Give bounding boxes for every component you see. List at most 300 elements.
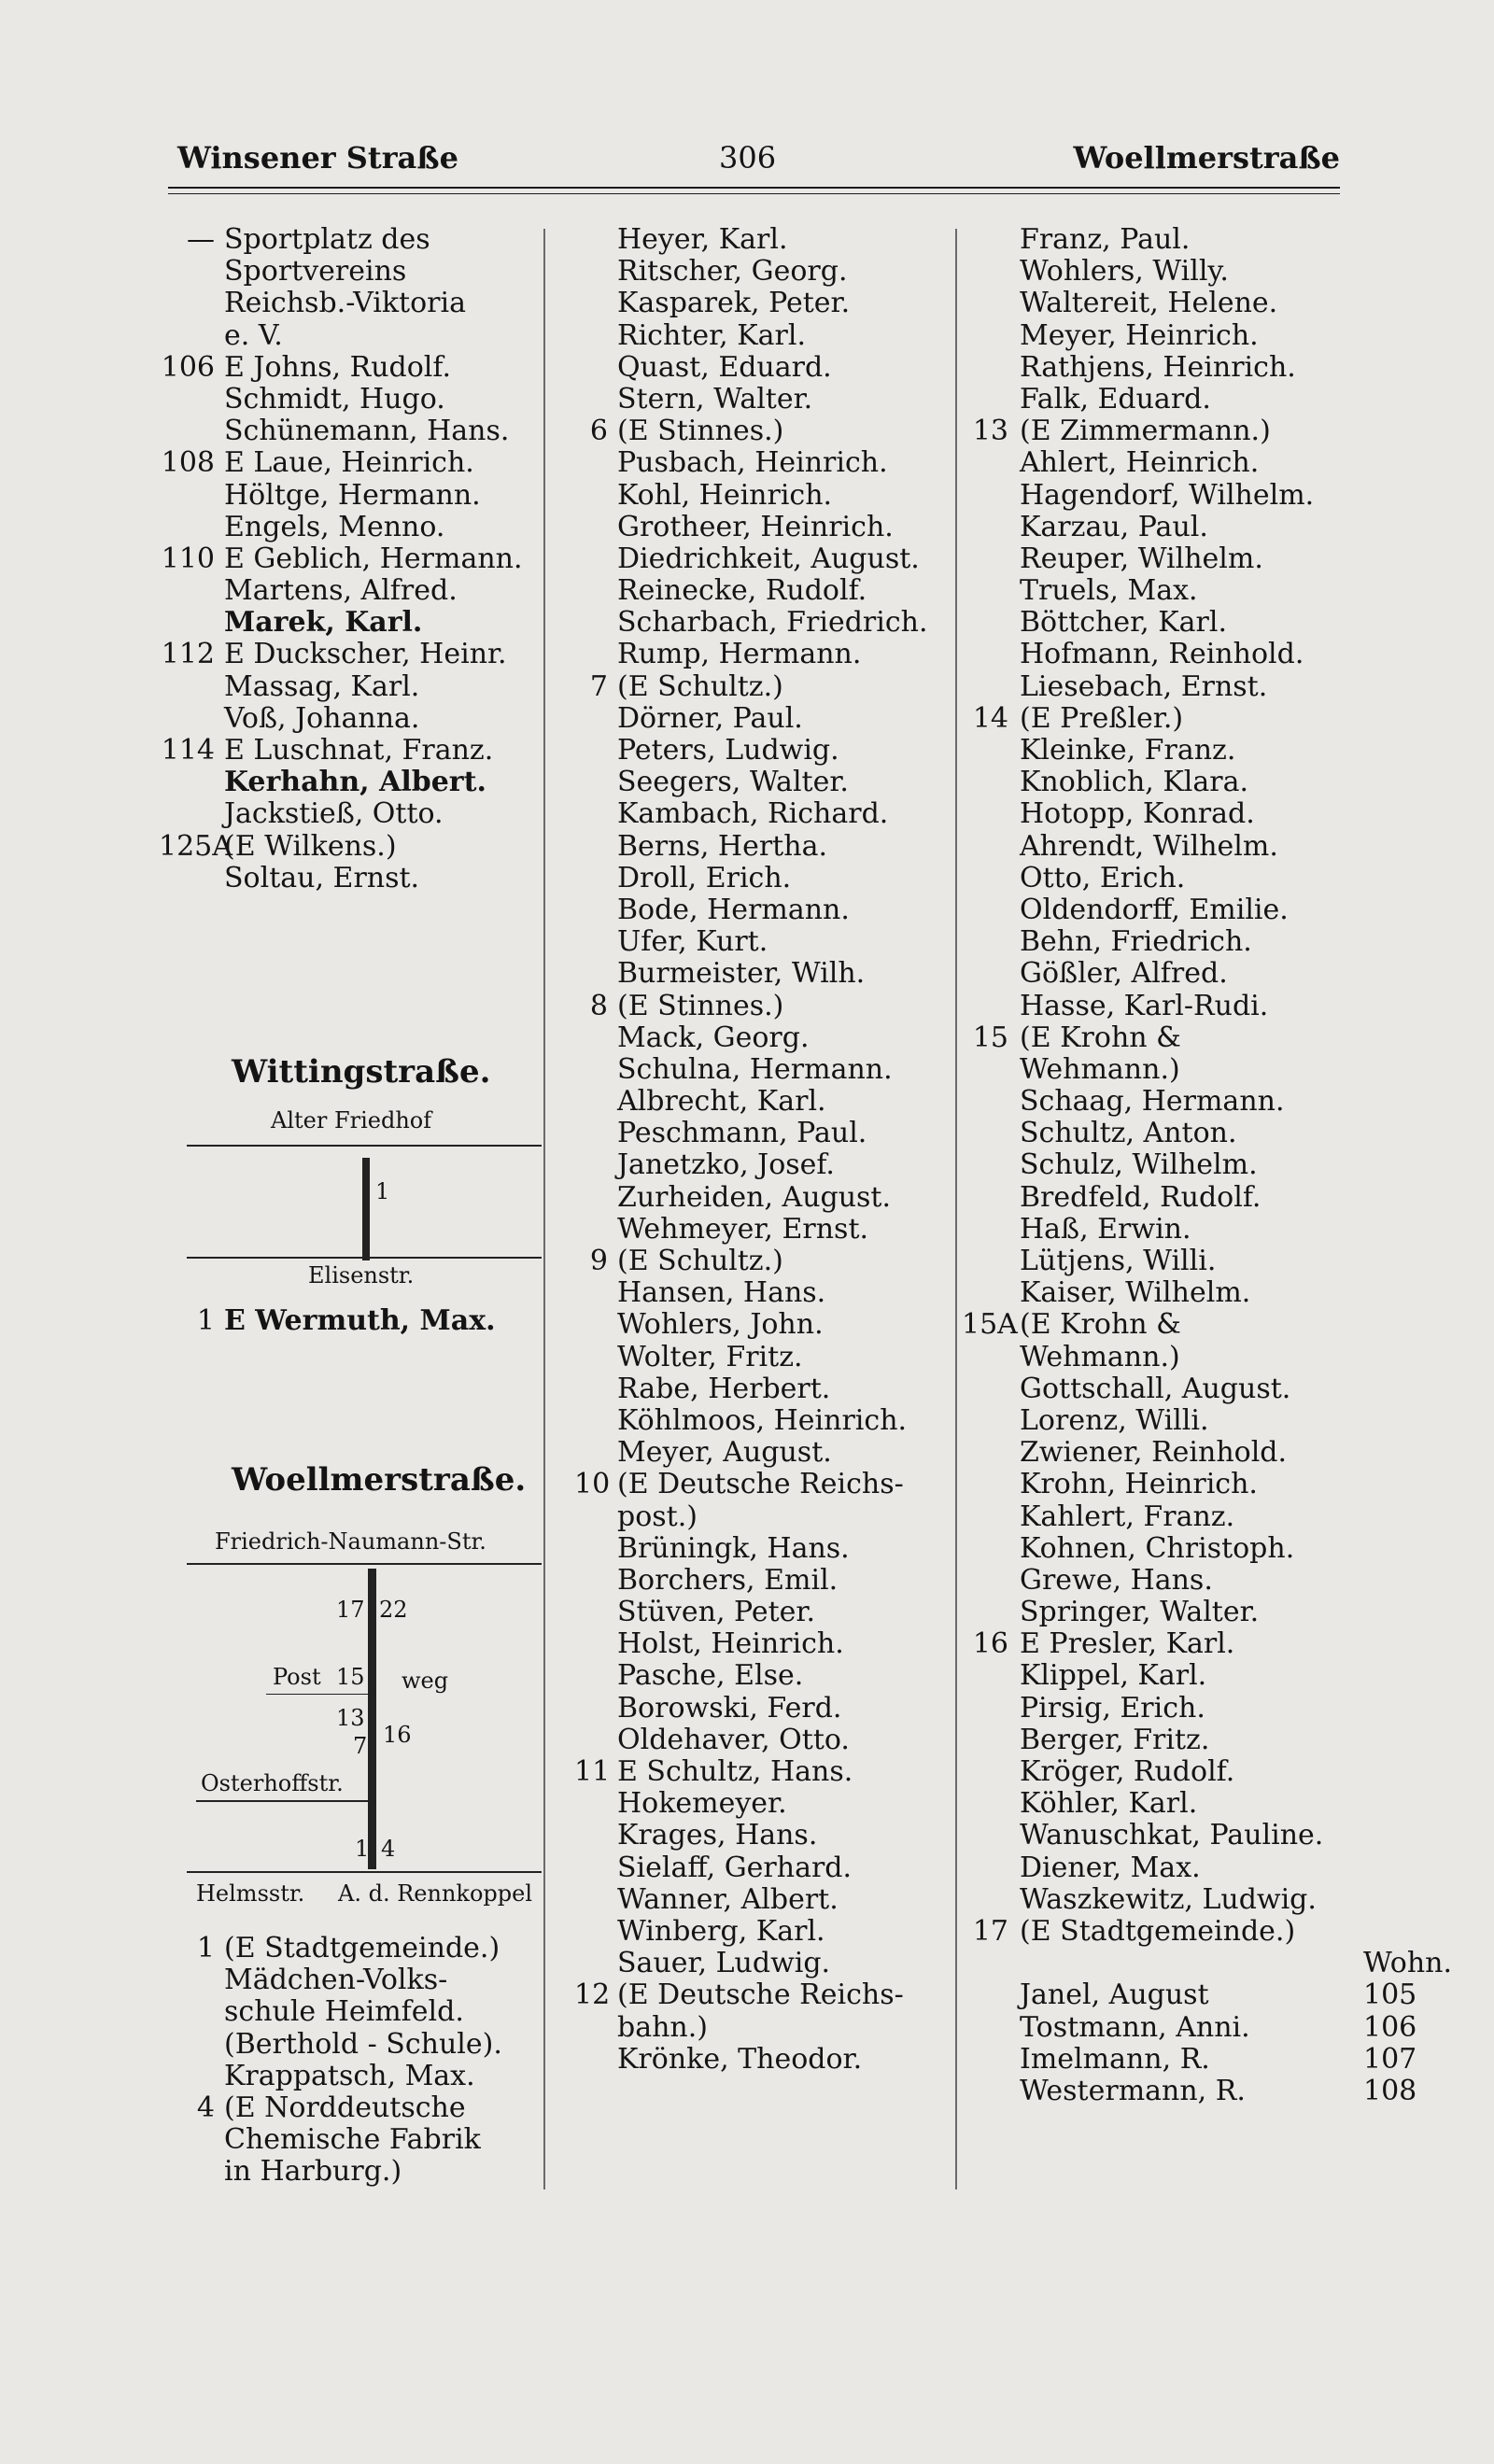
directory-entry xyxy=(962,1565,1363,1597)
directory-entry xyxy=(574,1948,957,1979)
directory-entry xyxy=(574,1788,957,1820)
directory-entry xyxy=(574,958,957,990)
resident-name: Rabe, Herbert. xyxy=(617,1372,831,1405)
apartment-number: 108 xyxy=(1363,2074,1417,2107)
directory-entry xyxy=(962,1437,1363,1469)
resident-name: Wanuschkat, Pauline. xyxy=(1020,1819,1324,1852)
directory-entry xyxy=(962,1118,1363,1149)
house-number: 8 xyxy=(589,989,608,1022)
directory-entry xyxy=(574,415,957,447)
directory-entry xyxy=(574,831,957,863)
directory-entry xyxy=(574,1533,957,1565)
directory-entry xyxy=(962,863,1363,894)
directory-entry xyxy=(962,1501,1363,1533)
directory-entry xyxy=(574,735,957,767)
resident-name: e. V. xyxy=(224,318,283,352)
directory-entry xyxy=(962,1978,1417,2012)
page-number: 306 xyxy=(719,140,777,176)
directory-entry xyxy=(574,1916,957,1948)
directory-entry xyxy=(962,1725,1363,1756)
directory-entry xyxy=(159,288,551,319)
directory-entry xyxy=(574,1469,957,1500)
resident-name: Oldehaver, Otto. xyxy=(617,1723,850,1756)
directory-entry xyxy=(159,1933,551,1964)
resident-name: Dörner, Paul. xyxy=(617,701,803,735)
resident-name: (E Preßler.) xyxy=(1020,701,1184,735)
directory-entry xyxy=(574,1884,957,1916)
directory-entry xyxy=(962,991,1363,1022)
directory-entry xyxy=(962,2074,1417,2107)
column-1-winsener xyxy=(159,224,551,894)
resident-name: Peters, Ludwig. xyxy=(617,734,839,767)
directory-entry xyxy=(159,2092,551,2124)
directory-entry xyxy=(574,575,957,607)
woellmerstrasse-bottom-line xyxy=(187,1871,542,1873)
resident-name: (E Krohn & xyxy=(1020,1308,1181,1342)
resident-name: Oldendorff, Emilie. xyxy=(1020,893,1289,926)
directory-entry xyxy=(962,735,1363,767)
resident-name: Janel, August xyxy=(1020,1978,1209,2012)
directory-entry xyxy=(159,2061,551,2092)
resident-name: E Luschnat, Franz. xyxy=(224,734,494,767)
resident-name: Schulz, Wilhelm. xyxy=(1020,1148,1258,1182)
resident-name: E Presler, Karl. xyxy=(1020,1627,1235,1661)
house-number: 112 xyxy=(161,638,215,671)
woellmerstrasse-street-bar xyxy=(368,1569,376,1869)
resident-name: (E Stadtgemeinde.) xyxy=(224,1932,500,1964)
resident-name: E Wermuth, Max. xyxy=(224,1304,496,1337)
wittingstrasse-entry xyxy=(159,1305,551,1337)
resident-name: Imelmann, R. xyxy=(1020,2042,1210,2076)
directory-entry xyxy=(159,2124,551,2156)
house-number: — xyxy=(187,223,215,256)
directory-entry xyxy=(574,1437,957,1469)
resident-name: Stern, Walter. xyxy=(617,382,813,415)
directory-entry xyxy=(574,543,957,575)
house-number: 106 xyxy=(161,350,215,384)
resident-name: Zurheiden, August. xyxy=(617,1180,892,1214)
apartment-number: Wohn. xyxy=(1363,1947,1453,1980)
resident-name: Pirsig, Erich. xyxy=(1020,1691,1205,1725)
resident-name: Falk, Eduard. xyxy=(1020,382,1211,415)
directory-entry xyxy=(159,767,551,798)
directory-entry xyxy=(159,671,551,703)
directory-entry xyxy=(962,1660,1363,1692)
house-number: 1 xyxy=(196,1304,215,1337)
house-number: 13 xyxy=(972,415,1008,448)
directory-entry xyxy=(159,703,551,735)
house-number: 16 xyxy=(972,1627,1008,1661)
resident-name: Wehmeyer, Ernst. xyxy=(617,1212,869,1246)
resident-name: Marek, Karl. xyxy=(224,606,423,640)
directory-entry xyxy=(574,703,957,735)
directory-entry xyxy=(962,1788,1363,1820)
resident-name: Meyer, August. xyxy=(617,1436,832,1470)
resident-name: in Harburg.) xyxy=(224,2155,402,2189)
osterhoffstrasse-line xyxy=(196,1800,369,1802)
resident-name: Gößler, Alfred. xyxy=(1020,957,1228,991)
directory-entry xyxy=(962,224,1363,256)
directory-entry xyxy=(159,1964,551,1996)
resident-name: Franz, Paul. xyxy=(1020,223,1191,256)
directory-entry xyxy=(574,256,957,288)
resident-name: Mack, Georg. xyxy=(617,1021,810,1054)
resident-name: Winberg, Karl. xyxy=(617,1914,825,1948)
resident-name: Wolter, Fritz. xyxy=(617,1340,803,1373)
directory-entry xyxy=(159,2029,551,2061)
resident-name: Ritscher, Georg. xyxy=(617,255,848,289)
directory-entry xyxy=(574,1246,957,1277)
resident-name: Gottschall, August. xyxy=(1020,1372,1291,1405)
wittingstrasse-top-line xyxy=(187,1145,542,1147)
resident-name: Westermann, R. xyxy=(1020,2074,1246,2107)
resident-name: Seegers, Walter. xyxy=(617,766,849,799)
directory-entry xyxy=(574,1277,957,1309)
apartment-number: 105 xyxy=(1363,1978,1417,2012)
directory-entry xyxy=(159,352,551,384)
resident-name: (E Stadtgemeinde.) xyxy=(1020,1914,1296,1948)
resident-name: Grewe, Hans. xyxy=(1020,1563,1213,1597)
resident-name: (E Stinnes.) xyxy=(617,989,784,1022)
resident-name: Pasche, Else. xyxy=(617,1659,804,1693)
resident-name: Otto, Erich. xyxy=(1020,861,1186,894)
directory-entry xyxy=(159,512,551,543)
resident-name: Köhler, Karl. xyxy=(1020,1787,1198,1821)
resident-name: Brüningk, Hans. xyxy=(617,1531,850,1565)
resident-name: Hansen, Hans. xyxy=(617,1276,826,1310)
directory-entry xyxy=(574,1149,957,1181)
resident-name: Diedrichkeit, August. xyxy=(617,542,920,575)
resident-name: Reichsb.-Viktoria xyxy=(224,287,466,320)
directory-entry xyxy=(962,1884,1363,1916)
header-rule xyxy=(168,187,1340,189)
resident-name: Klippel, Karl. xyxy=(1020,1659,1207,1693)
house-number: 10 xyxy=(574,1468,611,1501)
wittingstrasse-bottom-line xyxy=(187,1257,542,1259)
directory-entry xyxy=(962,958,1363,990)
directory-entry xyxy=(574,1405,957,1437)
resident-name: Sauer, Ludwig. xyxy=(617,1947,831,1980)
directory-entry xyxy=(962,480,1363,512)
resident-name: Janetzko, Josef. xyxy=(617,1148,835,1182)
resident-name: Grotheer, Heinrich. xyxy=(617,510,894,543)
resident-name: Liesebach, Ernst. xyxy=(1020,669,1268,703)
running-head-left: Winsener Straße xyxy=(177,140,458,176)
directory-entry xyxy=(574,1725,957,1756)
woellmerstrasse-number-16: 16 xyxy=(383,1722,412,1748)
woellmerstrasse-top-label: Friedrich-Naumann-Str. xyxy=(215,1528,486,1555)
resident-name: bahn.) xyxy=(617,2010,708,2044)
directory-entry xyxy=(962,1086,1363,1118)
resident-name: (E Schultz.) xyxy=(617,669,783,703)
resident-name: Engels, Menno. xyxy=(224,510,445,543)
resident-name: Holst, Heinrich. xyxy=(617,1627,844,1661)
resident-name: Kleinke, Franz. xyxy=(1020,734,1236,767)
wittingstrasse-top-label: Alter Friedhof xyxy=(271,1107,432,1133)
directory-entry xyxy=(962,447,1363,479)
directory-entry xyxy=(962,1342,1363,1373)
resident-name: (E Deutsche Reichs- xyxy=(617,1978,904,2012)
house-number: 12 xyxy=(574,1978,611,2012)
directory-entry xyxy=(574,671,957,703)
directory-entry xyxy=(962,671,1363,703)
resident-name: (E Deutsche Reichs- xyxy=(617,1468,904,1501)
directory-entry xyxy=(574,639,957,670)
directory-entry xyxy=(962,1277,1363,1309)
woellmerstrasse-number-7: 7 xyxy=(353,1733,368,1759)
resident-name: Rathjens, Heinrich. xyxy=(1020,350,1296,384)
resident-name: Soltau, Ernst. xyxy=(224,861,420,894)
resident-name: Krages, Hans. xyxy=(617,1819,818,1852)
directory-entry xyxy=(962,352,1363,384)
resident-name: Springer, Walter. xyxy=(1020,1596,1260,1629)
house-number: 108 xyxy=(161,446,215,480)
directory-entry xyxy=(962,1182,1363,1214)
directory-entry xyxy=(159,1996,551,2028)
directory-entry xyxy=(574,1756,957,1788)
resident-name: Kröger, Rudolf. xyxy=(1020,1755,1235,1788)
resident-name: Berger, Fritz. xyxy=(1020,1723,1210,1756)
resident-name: Böttcher, Karl. xyxy=(1020,606,1227,640)
resident-name: (Berthold - Schule). xyxy=(224,2027,502,2061)
resident-name: (E Krohn & xyxy=(1020,1021,1181,1054)
resident-name: Voß, Johanna. xyxy=(224,701,420,735)
resident-name: post.) xyxy=(617,1500,698,1533)
house-number: 110 xyxy=(161,542,215,575)
directory-entry xyxy=(574,1660,957,1692)
house-number: 15 xyxy=(972,1021,1008,1054)
directory-entry xyxy=(574,320,957,352)
directory-entry xyxy=(962,831,1363,863)
resident-name: Chemische Fabrik xyxy=(224,2123,481,2157)
resident-name: Wohlers, John. xyxy=(617,1308,824,1342)
directory-entry xyxy=(574,1693,957,1725)
directory-entry xyxy=(962,1693,1363,1725)
column-3 xyxy=(962,223,1453,2107)
woellmerstrasse-number-22: 22 xyxy=(379,1597,408,1623)
directory-entry xyxy=(574,863,957,894)
directory-entry xyxy=(574,1373,957,1405)
resident-name: Ahlert, Heinrich. xyxy=(1020,446,1260,480)
directory-entry xyxy=(159,447,551,479)
resident-name: Hotopp, Konrad. xyxy=(1020,797,1255,831)
resident-name: E Geblich, Hermann. xyxy=(224,542,523,575)
directory-entry xyxy=(574,767,957,798)
column-2 xyxy=(574,224,957,2076)
resident-name: Kambach, Richard. xyxy=(617,797,889,831)
woellmerstrasse-number-17: 17 xyxy=(336,1597,365,1623)
house-number: 114 xyxy=(161,734,215,767)
directory-entry xyxy=(962,320,1363,352)
directory-entry xyxy=(159,224,551,256)
house-number: 14 xyxy=(972,701,1008,735)
directory-entry xyxy=(962,256,1363,288)
apartment-number: 107 xyxy=(1363,2042,1417,2076)
directory-entry xyxy=(962,1469,1363,1500)
directory-entry xyxy=(962,1628,1363,1660)
directory-entry xyxy=(962,1756,1363,1788)
directory-entry xyxy=(962,575,1363,607)
house-number: 4 xyxy=(196,2091,215,2124)
resident-name: Burmeister, Wilh. xyxy=(617,957,866,991)
directory-entry xyxy=(962,703,1363,735)
resident-name: Mädchen-Volks- xyxy=(224,1964,448,1997)
resident-name: Scharbach, Friedrich. xyxy=(617,606,928,640)
directory-entry xyxy=(159,798,551,830)
directory-entry xyxy=(159,2156,551,2188)
resident-name: Lorenz, Willi. xyxy=(1020,1403,1209,1437)
directory-entry xyxy=(962,543,1363,575)
resident-name: Sportplatz des xyxy=(224,223,430,256)
apartment-number: 106 xyxy=(1363,2010,1417,2044)
woellmerstrasse-number-15: 15 xyxy=(336,1664,365,1690)
header-rule-thin xyxy=(168,193,1340,194)
resident-name: (E Wilkens.) xyxy=(224,829,397,863)
directory-entry xyxy=(962,1916,1363,1948)
resident-name: Sportvereins xyxy=(224,255,407,289)
directory-entry xyxy=(574,480,957,512)
resident-name: Reuper, Wilhelm. xyxy=(1020,542,1263,575)
resident-name: (E Stinnes.) xyxy=(617,415,784,448)
directory-entry xyxy=(962,1054,1363,1086)
directory-entry xyxy=(962,1214,1363,1246)
woellmerstrasse-top-line xyxy=(187,1563,542,1565)
resident-name: Hagendorf, Wilhelm. xyxy=(1020,478,1315,512)
resident-name: E Schultz, Hans. xyxy=(617,1755,853,1788)
directory-entry xyxy=(574,1214,957,1246)
directory-entry xyxy=(159,863,551,894)
woellmerstrasse-post-label: Post xyxy=(273,1664,321,1690)
resident-name: Waszkewitz, Ludwig. xyxy=(1020,1882,1317,1916)
house-number: 7 xyxy=(589,669,608,703)
directory-entry xyxy=(962,607,1363,639)
resident-name: Borowski, Ferd. xyxy=(617,1691,842,1725)
directory-entry xyxy=(574,512,957,543)
directory-entry xyxy=(574,224,957,256)
resident-name: Lütjens, Willi. xyxy=(1020,1245,1217,1277)
directory-entry xyxy=(962,1597,1363,1628)
resident-name: Schulna, Hermann. xyxy=(617,1052,893,1086)
wittingstrasse-house-number: 1 xyxy=(375,1178,390,1204)
resident-name: Jackstieß, Otto. xyxy=(224,797,444,831)
directory-entry xyxy=(962,1820,1363,1852)
resident-name: Wehmann.) xyxy=(1020,1340,1180,1373)
column-1-woellmer-entries xyxy=(159,1933,551,2189)
directory-entry xyxy=(574,1086,957,1118)
directory-entry xyxy=(159,543,551,575)
resident-name: Massag, Karl. xyxy=(224,669,420,703)
resident-name: Truels, Max. xyxy=(1020,574,1198,608)
wittingstrasse-street-bar xyxy=(362,1158,370,1260)
resident-name: Schaag, Hermann. xyxy=(1020,1085,1285,1119)
woellmerstrasse-number-13: 13 xyxy=(336,1705,365,1731)
directory-entry xyxy=(962,639,1363,670)
resident-name: Schmidt, Hugo. xyxy=(224,382,445,415)
directory-entry xyxy=(962,1533,1363,1565)
house-number: 17 xyxy=(972,1914,1008,1948)
directory-entry xyxy=(574,1628,957,1660)
directory-entry xyxy=(574,926,957,958)
section-title-wittingstrasse: Wittingstraße. xyxy=(232,1053,491,1091)
directory-entry xyxy=(159,607,551,639)
house-number: 11 xyxy=(574,1755,611,1788)
directory-entry xyxy=(574,1979,957,2011)
house-number: 1 xyxy=(196,1932,215,1964)
resident-name: Tostmann, Anni. xyxy=(1020,2010,1250,2044)
directory-entry xyxy=(159,256,551,288)
directory-entry xyxy=(962,384,1363,415)
resident-name: Droll, Erich. xyxy=(617,861,792,894)
running-head-right: Woellmerstraße xyxy=(1073,140,1340,176)
resident-name: Karzau, Paul. xyxy=(1020,510,1208,543)
directory-entry xyxy=(574,798,957,830)
resident-name: schule Heimfeld. xyxy=(224,1995,464,2029)
directory-entry xyxy=(962,1373,1363,1405)
directory-entry xyxy=(962,1852,1363,1884)
resident-name: Schünemann, Hans. xyxy=(224,415,510,448)
resident-name: Quast, Eduard. xyxy=(617,350,832,384)
directory-entry xyxy=(159,831,551,863)
resident-name: Haß, Erwin. xyxy=(1020,1212,1191,1246)
directory-entry xyxy=(574,1182,957,1214)
directory-entry xyxy=(962,288,1363,319)
resident-name: Wohlers, Willy. xyxy=(1020,255,1229,289)
directory-entry xyxy=(574,288,957,319)
resident-name: Kohl, Heinrich. xyxy=(617,478,833,512)
resident-name: Heyer, Karl. xyxy=(617,223,788,256)
directory-entry xyxy=(159,415,551,447)
directory-entry xyxy=(962,1309,1363,1341)
directory-entry xyxy=(962,415,1363,447)
resident-name: Borchers, Emil. xyxy=(617,1563,839,1597)
resident-name: Wanner, Albert. xyxy=(617,1882,839,1916)
resident-name: E Duckscher, Heinr. xyxy=(224,638,507,671)
directory-entry xyxy=(574,607,957,639)
resident-name: E Laue, Heinrich. xyxy=(224,446,474,480)
directory-entry xyxy=(574,1118,957,1149)
section-title-woellmerstrasse: Woellmerstraße. xyxy=(232,1461,527,1499)
directory-entry xyxy=(574,447,957,479)
house-number: 125A xyxy=(159,829,233,863)
resident-name: Köhlmoos, Heinrich. xyxy=(617,1403,908,1437)
resident-name: Stüven, Peter. xyxy=(617,1596,816,1629)
directory-entry xyxy=(159,639,551,670)
resident-name: (E Norddeutsche xyxy=(224,2091,466,2124)
resident-name: Kahlert, Franz. xyxy=(1020,1500,1235,1533)
directory-entry xyxy=(574,991,957,1022)
resident-name: Zwiener, Reinhold. xyxy=(1020,1436,1288,1470)
house-number: 6 xyxy=(589,415,608,448)
resident-name: Bredfeld, Rudolf. xyxy=(1020,1180,1261,1214)
resident-name: Meyer, Heinrich. xyxy=(1020,318,1259,352)
directory-entry xyxy=(574,1342,957,1373)
osterhoffstrasse-label: Osterhoffstr. xyxy=(201,1770,344,1796)
resident-name: Waltereit, Helene. xyxy=(1020,287,1278,320)
directory-entry xyxy=(962,1405,1363,1437)
resident-name: E Johns, Rudolf. xyxy=(224,350,451,384)
directory-entry xyxy=(962,1246,1363,1277)
resident-name: Pusbach, Heinrich. xyxy=(617,446,888,480)
directory-entry xyxy=(962,767,1363,798)
directory-entry xyxy=(574,1820,957,1852)
house-number: 9 xyxy=(589,1245,608,1277)
directory-entry xyxy=(159,735,551,767)
resident-name: Martens, Alfred. xyxy=(224,574,458,608)
resident-name: Sielaff, Gerhard. xyxy=(617,1851,853,1884)
resident-name: Rump, Hermann. xyxy=(617,638,862,671)
directory-entry xyxy=(574,2044,957,2076)
resident-name: Kaiser, Wilhelm. xyxy=(1020,1276,1251,1310)
